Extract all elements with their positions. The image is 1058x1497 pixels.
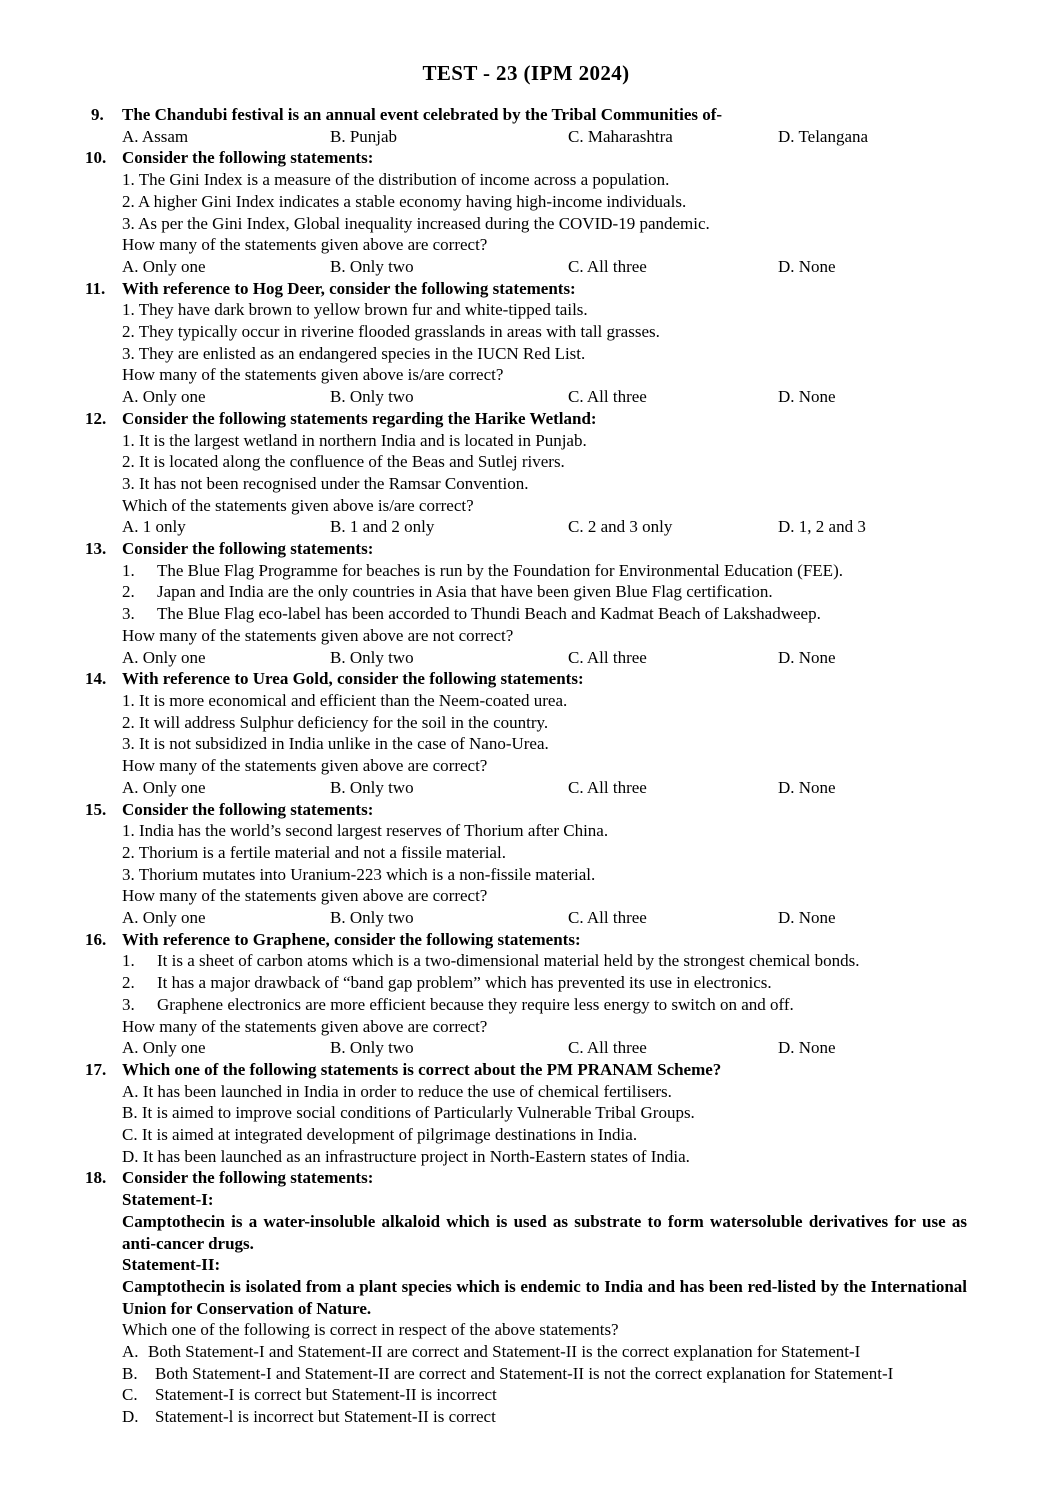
question-15	[85, 799, 967, 929]
option-text: Statement-l is incorrect but Statement-II is correct	[155, 1407, 496, 1427]
question-9	[85, 104, 967, 147]
option-b: B. 1 and 2 only	[330, 517, 435, 537]
option-d: D. None	[778, 387, 836, 407]
option-d	[122, 1406, 967, 1428]
option-d: D. 1, 2 and 3	[778, 517, 866, 537]
statement-number: 1.	[122, 951, 135, 971]
question-number: 11.	[85, 278, 106, 298]
option-text: Both Statement-I and Statement-II are correct and Statement-II is the correct explanation for Statement-I	[148, 1342, 861, 1362]
option-b: B. It is aimed to improve social conditions of Particularly Vulnerable Tribal Groups.	[122, 1103, 695, 1123]
question-stem: Consider the following statements:	[122, 799, 374, 819]
statement-text: The Blue Flag eco-label has been accorded to Thundi Beach and Kadmat Beach of Lakshadweep.	[157, 604, 821, 624]
statement-1	[122, 950, 967, 972]
statement-2: 2. It is located along the confluence of the Beas and Sutlej rivers.	[122, 452, 565, 472]
option-letter: B.	[122, 1363, 138, 1383]
options-row	[122, 1037, 967, 1059]
question-stem: With reference to Hog Deer, consider the following statements:	[122, 278, 576, 298]
option-c: C. 2 and 3 only	[568, 517, 673, 537]
option-b	[122, 1363, 967, 1385]
statement-2: 2. They typically occur in riverine flooded grasslands in areas with tall grasses.	[122, 322, 660, 342]
statement-1: 1. They have dark brown to yellow brown fur and white-tipped tails.	[122, 300, 588, 320]
question-prompt: How many of the statements given above are correct?	[122, 235, 488, 255]
question-stem: Consider the following statements:	[122, 148, 374, 168]
option-a	[122, 1341, 967, 1363]
question-number: 12.	[85, 408, 107, 428]
question-body	[122, 278, 967, 408]
question-prompt: How many of the statements given above is/are correct?	[122, 365, 504, 385]
question-stem: Consider the following statements regarding the Harike Wetland:	[122, 408, 597, 428]
option-b: B. Only two	[330, 777, 414, 797]
option-text: Both Statement-I and Statement-II are correct and Statement-II is not the correct explanation for Statement-I	[155, 1363, 894, 1383]
statement-number: 1.	[122, 560, 135, 580]
statement-1: 1. It is more economical and efficient than the Neem-coated urea.	[122, 690, 568, 710]
statement-text: The Blue Flag Programme for beaches is run by the Foundation for Environmental Education (FEE).	[157, 560, 843, 580]
option-b: B. Punjab	[330, 126, 398, 146]
statement-2	[122, 581, 967, 603]
statement-1-label: Statement-I:	[122, 1190, 214, 1210]
option-c: C. All three	[568, 256, 647, 276]
statement-1: 1. It is the largest wetland in northern India and is located in Punjab.	[122, 430, 587, 450]
option-a: A. Only one	[122, 256, 206, 276]
statement-2: 2. Thorium is a fertile material and not a fissile material.	[122, 842, 506, 862]
option-letter: D.	[122, 1407, 139, 1427]
option-a: A. Only one	[122, 387, 206, 407]
statement-number: 2.	[122, 973, 135, 993]
question-prompt: How many of the statements given above are correct?	[122, 886, 488, 906]
option-d: D. None	[778, 908, 836, 928]
question-number: 9.	[91, 105, 104, 124]
question-14	[85, 668, 967, 798]
statement-1: 1. India has the world’s second largest reserves of Thorium after China.	[122, 821, 609, 841]
option-a: A. Only one	[122, 647, 206, 667]
question-16	[85, 929, 967, 1059]
options-row	[122, 647, 967, 669]
options-row	[122, 386, 967, 408]
option-a: A. Only one	[122, 777, 206, 797]
option-d: D. None	[778, 1038, 836, 1058]
question-number: 13.	[85, 539, 107, 559]
statement-text: It is a sheet of carbon atoms which is a two-dimensional material held by the strongest chemical bonds.	[157, 951, 860, 971]
question-stem: Consider the following statements:	[122, 1168, 374, 1188]
question-prompt: Which of the statements given above is/are correct?	[122, 495, 474, 515]
question-stem: With reference to Graphene, consider the following statements:	[122, 929, 581, 949]
question-body	[122, 104, 967, 147]
question-body	[122, 1167, 967, 1427]
question-stem: Consider the following statements:	[122, 539, 374, 559]
option-d: D. None	[778, 777, 836, 797]
statement-2	[122, 972, 967, 994]
question-17	[85, 1059, 967, 1168]
options-row	[122, 256, 967, 278]
options-row	[122, 907, 967, 929]
statement-number: 2.	[122, 582, 135, 602]
question-body	[122, 929, 967, 1059]
option-a: A. Only one	[122, 908, 206, 928]
option-letter: C.	[122, 1385, 138, 1405]
option-b: B. Only two	[330, 387, 414, 407]
question-body	[122, 1059, 967, 1168]
question-stem: Which one of the following statements is correct about the PM PRANAM Scheme?	[122, 1059, 722, 1079]
option-a: A. Assam	[122, 126, 189, 146]
question-number: 15.	[85, 799, 107, 819]
option-c: C. All three	[568, 908, 647, 928]
statement-3: 3. It is not subsidized in India unlike in the case of Nano-Urea.	[122, 734, 549, 754]
statement-text: Japan and India are the only countries in Asia that have been given Blue Flag certification.	[157, 582, 773, 602]
option-d: D. None	[778, 256, 836, 276]
question-10	[85, 147, 967, 277]
question-number: 17.	[85, 1059, 107, 1079]
options-row	[122, 126, 967, 148]
option-c: C. All three	[568, 647, 647, 667]
option-a: A. It has been launched in India in order to reduce the use of chemical fertilisers.	[122, 1081, 672, 1101]
option-c: C. Maharashtra	[568, 126, 673, 146]
question-number: 14.	[85, 669, 107, 689]
statement-3: 3. Thorium mutates into Uranium-223 which is a non-fissile material.	[122, 864, 596, 884]
option-d: D. None	[778, 647, 836, 667]
question-stem: The Chandubi festival is an annual event celebrated by the Tribal Communities of-	[122, 105, 723, 124]
question-body	[122, 668, 967, 798]
statement-1: 1. The Gini Index is a measure of the distribution of income across a population.	[122, 170, 670, 190]
question-body	[122, 799, 967, 929]
option-letter: A.	[122, 1342, 139, 1362]
statement-3: 3. It has not been recognised under the Ramsar Convention.	[122, 473, 529, 493]
statement-text: Graphene electronics are more efficient because they require less energy to switch on and off.	[157, 994, 794, 1014]
option-c: C. All three	[568, 1038, 647, 1058]
option-c	[122, 1384, 967, 1406]
statement-2: 2. A higher Gini Index indicates a stable economy having high-income individuals.	[122, 191, 687, 211]
question-prompt: How many of the statements given above are not correct?	[122, 625, 514, 645]
question-prompt: How many of the statements given above are correct?	[122, 756, 488, 776]
options-row	[122, 516, 967, 538]
option-b: B. Only two	[330, 256, 414, 276]
question-number: 18.	[85, 1168, 107, 1188]
question-prompt: Which one of the following is correct in respect of the above statements?	[122, 1320, 619, 1340]
option-b: B. Only two	[330, 647, 414, 667]
option-a: A. Only one	[122, 1038, 206, 1058]
statement-3	[122, 603, 967, 625]
statement-number: 3.	[122, 994, 135, 1014]
statement-2: 2. It will address Sulphur deficiency for the soil in the country.	[122, 712, 549, 732]
question-body	[122, 538, 967, 668]
question-number: 10.	[85, 148, 107, 168]
statement-1-text: Camptothecin is a water-insoluble alkaloid which is used as substrate to form watersoluble derivatives for use as anti-cancer drugs.	[122, 1211, 967, 1253]
question-11	[85, 278, 967, 408]
option-c: C. All three	[568, 777, 647, 797]
statement-number: 3.	[122, 604, 135, 624]
option-c: C. It is aimed at integrated development of pilgrimage destinations in India.	[122, 1125, 638, 1145]
statement-3	[122, 994, 967, 1016]
question-body	[122, 408, 967, 538]
statement-1	[122, 560, 967, 582]
question-12	[85, 408, 967, 538]
options-row	[122, 777, 967, 799]
option-d: D. It has been launched as an infrastructure project in North-Eastern states of India.	[122, 1146, 690, 1166]
option-c: C. All three	[568, 387, 647, 407]
page-title: TEST - 23 (IPM 2024)	[422, 61, 630, 85]
option-d: D. Telangana	[778, 126, 869, 146]
statement-3: 3. As per the Gini Index, Global inequality increased during the COVID-19 pandemic.	[122, 213, 710, 233]
statement-text: It has a major drawback of “band gap problem” which has prevented its use in electronics.	[157, 973, 772, 993]
question-body	[122, 147, 967, 277]
statement-2-label: Statement-II:	[122, 1255, 221, 1275]
question-stem: With reference to Urea Gold, consider the following statements:	[122, 669, 584, 689]
question-13	[85, 538, 967, 668]
option-b: B. Only two	[330, 1038, 414, 1058]
question-number: 16.	[85, 929, 107, 949]
option-b: B. Only two	[330, 908, 414, 928]
option-a: A. 1 only	[122, 517, 186, 537]
question-prompt: How many of the statements given above are correct?	[122, 1016, 488, 1036]
statement-3: 3. They are enlisted as an endangered species in the IUCN Red List.	[122, 343, 586, 363]
question-18	[85, 1167, 967, 1427]
option-text: Statement-I is correct but Statement-II is incorrect	[155, 1385, 497, 1405]
statement-2-text: Camptothecin is isolated from a plant species which is endemic to India and has been red-listed by the International Union for Conservation of Nature.	[122, 1276, 967, 1318]
